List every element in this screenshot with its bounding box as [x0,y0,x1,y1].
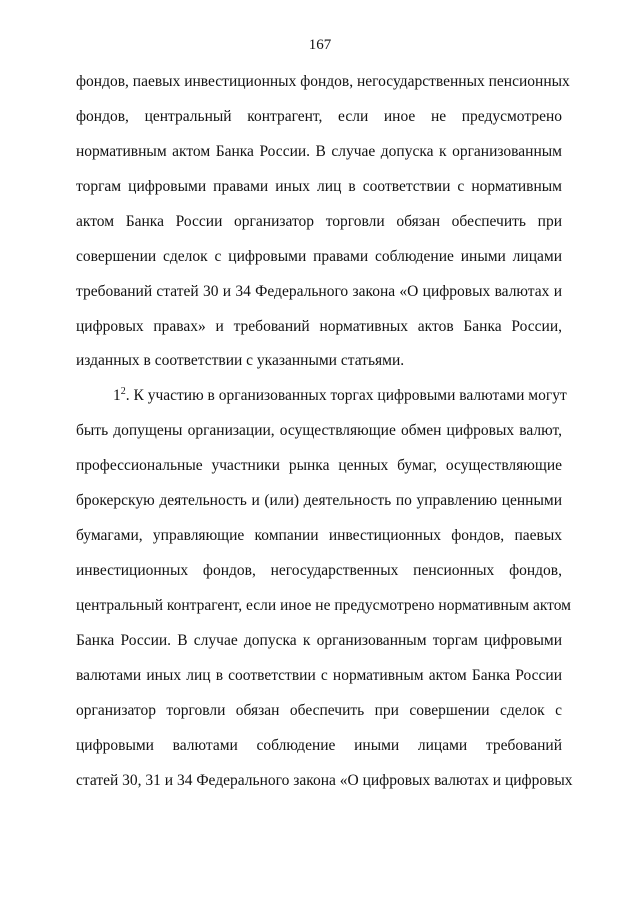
paragraph-line: валютами иных лиц в соответствии с нормативным актом Банка России [76,667,562,684]
paragraph-line: быть допущены организации, осуществляющие обмен цифровых валют, [76,422,562,439]
paragraph-line: нормативным актом Банка России. В случае допуска к организованным [76,143,562,160]
page-number: 167 [308,37,332,53]
paragraph-line: изданных в соответствии с указанными статьями. [76,352,405,369]
paragraph-line: инвестиционных фондов, негосударственных пенсионных фондов, [76,562,562,579]
paragraph-first-line [113,385,567,405]
paragraph-number: 1 [113,387,121,404]
paragraph-line: статей 30, 31 и 34 Федерального закона «О цифровых валютах и цифровых [76,772,573,789]
paragraph-line-text: . К участию в организованных торгах цифровыми валютами могут [125,387,567,404]
paragraph-line: фондов, центральный контрагент, если иное не предусмотрено [76,108,562,125]
paragraph-line: совершении сделок с цифровыми правами соблюдение иными лицами [76,248,562,265]
paragraph-line: брокерскую деятельность и (или) деятельность по управлению ценными [76,492,562,509]
paragraph-line: бумагами, управляющие компании инвестиционных фондов, паевых [76,527,562,544]
paragraph-line: торгам цифровыми правами иных лиц в соответствии с нормативным [76,178,562,195]
paragraph-line: цифровыми валютами соблюдение иными лицами требований [76,737,562,754]
paragraph-line: Банка России. В случае допуска к организованным торгам цифровыми [76,632,562,649]
paragraph-line: требований статей 30 и 34 Федерального закона «О цифровых валютах и [76,283,562,300]
paragraph-line: цифровых правах» и требований нормативных актов Банка России, [76,318,562,335]
paragraph-line: актом Банка России организатор торговли обязан обеспечить при [76,213,562,230]
paragraph-line: фондов, паевых инвестиционных фондов, негосударственных пенсионных [76,73,570,90]
paragraph-number-superscript: 2 [120,385,126,397]
paragraph-line: организатор торговли обязан обеспечить при совершении сделок с [76,702,562,719]
paragraph-line: центральный контрагент, если иное не предусмотрено нормативным актом [76,597,571,614]
paragraph-line: профессиональные участники рынка ценных бумаг, осуществляющие [76,457,562,474]
